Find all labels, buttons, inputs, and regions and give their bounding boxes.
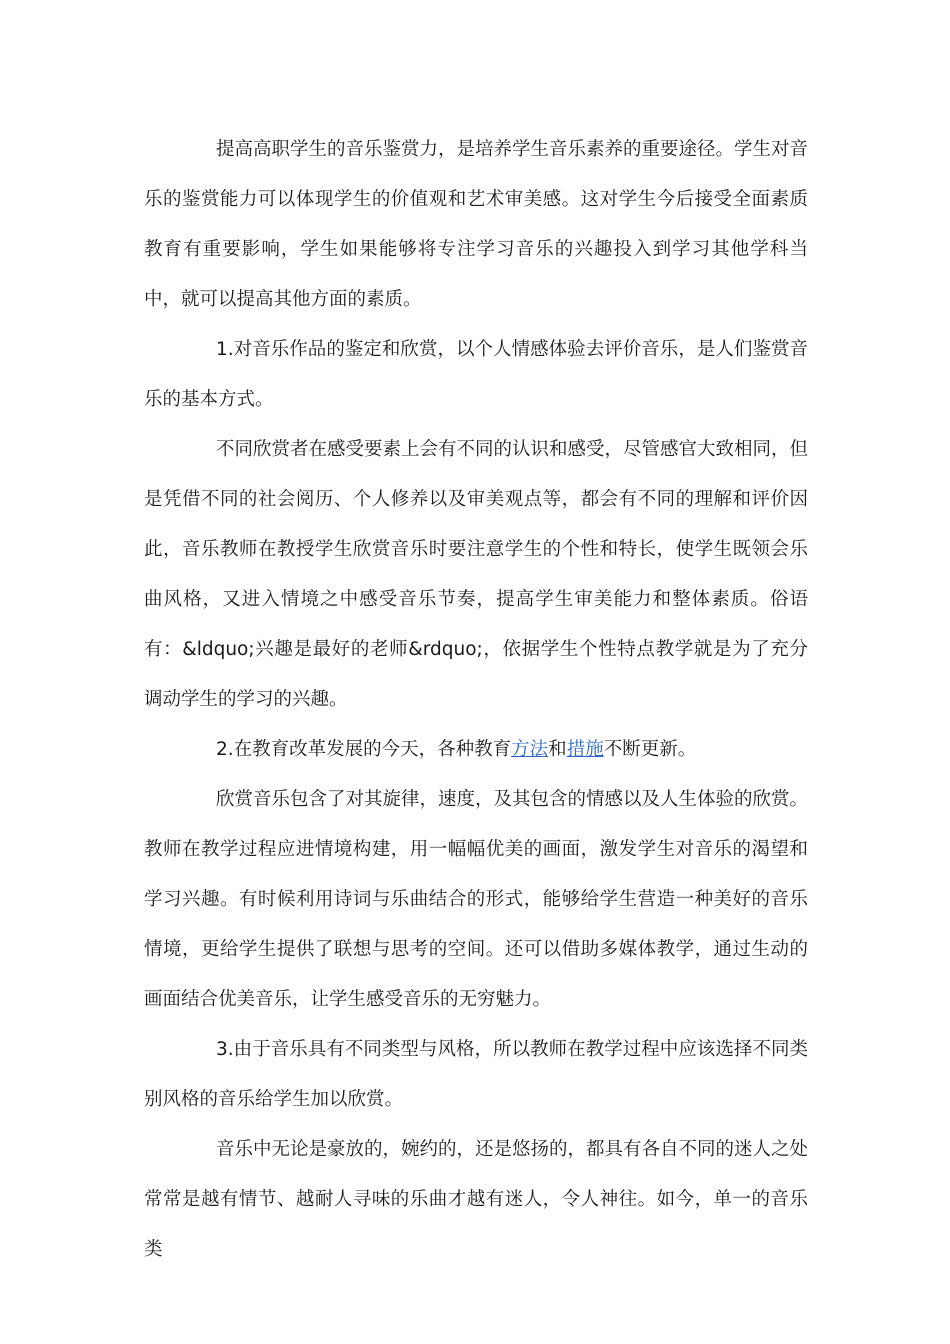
- paragraph-point-3: 3.由于音乐具有不同类型与风格，所以教师在教学过程中应该选择不同类别风格的音乐给学生加以欣赏。: [144, 1039, 808, 1110]
- paragraph-point-2-detail: 欣赏音乐包含了对其旋律，速度，及其包含的情感以及人生体验的欣赏。教师在教学过程应进情境构建，用一幅幅优美的画面，激发学生对音乐的渴望和学习兴趣。有时候利用诗词与乐曲结合的形式，能够给学生营造一种美好的音乐情境，更给学生提供了联想与思考的空间。还可以借助多媒体教学，通过生动的画面结合优美音乐，让学生感受音乐的无穷魅力。: [144, 789, 809, 1010]
- paragraph-intro: 提高高职学生的音乐鉴赏力，是培养学生音乐素养的重要途径。学生对音乐的鉴赏能力可以体现学生的价值观和艺术审美感。这对学生今后接受全面素质教育有重要影响，学生如果能够将专注学习音乐的兴趣投入到学习其他学科当中，就可以提高其他方面的素质。: [144, 139, 809, 310]
- paragraph-point-2-text-middle: 和: [548, 739, 567, 760]
- link-methods[interactable]: 方法: [511, 739, 549, 760]
- paragraph-point-2: [144, 725, 808, 775]
- paragraph-point-3-detail: 音乐中无论是豪放的，婉约的，还是悠扬的，都具有各自不同的迷人之处常常是越有情节、越耐人寻味的乐曲才越有迷人，令人神往。如今，单一的音乐类: [144, 1139, 809, 1260]
- paragraph-point-1-detail: 不同欣赏者在感受要素上会有不同的认识和感受，尽管感官大致相同，但是凭借不同的社会阅历、个人修养以及审美观点等，都会有不同的理解和评价因此，音乐教师在教授学生欣赏音乐时要注意学生的个性和特长，使学生既领会乐曲风格，又进入情境之中感受音乐节奏，提高学生审美能力和整体素质。俗语有：&ldquo;兴趣是最好的老师&rdquo;，依据学生个性特点教学就是为了充分调动学生的学习的兴趣。: [144, 439, 809, 710]
- paragraph-point-2-text-before: 2.在教育改革发展的今天，各种教育: [216, 739, 512, 760]
- link-measures[interactable]: 措施: [566, 739, 604, 760]
- paragraph-point-2-text-after: 不断更新。: [603, 739, 697, 760]
- paragraph-point-1: 1.对音乐作品的鉴定和欣赏，以个人情感体验去评价音乐，是人们鉴赏音乐的基本方式。: [144, 339, 808, 410]
- document-body: [144, 125, 808, 1275]
